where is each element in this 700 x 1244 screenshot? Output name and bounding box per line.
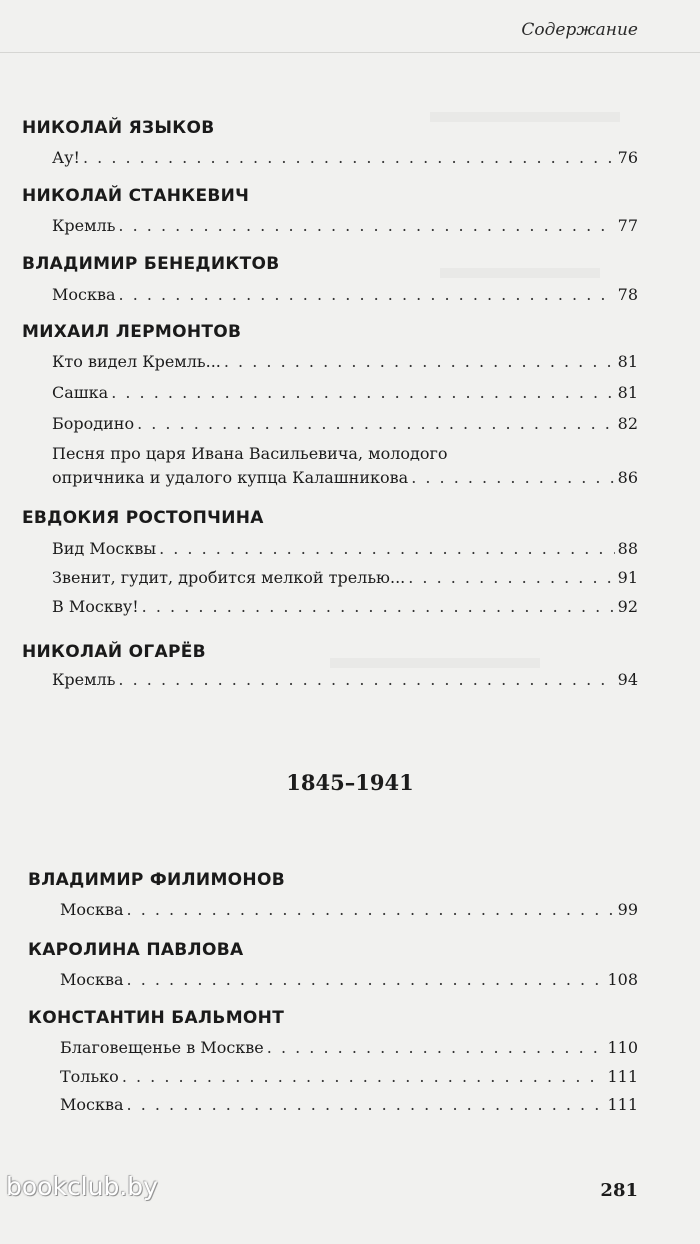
entry-page: 92 <box>617 597 638 616</box>
entry-title-line1: Песня про царя Ивана Васильевича, молодого <box>52 444 448 463</box>
entry-page: 110 <box>607 1038 638 1057</box>
entry-title: Ау! <box>52 148 80 167</box>
toc-entry[interactable] <box>52 285 638 304</box>
entry-title: Москва <box>60 970 124 989</box>
entry-page: 94 <box>617 670 638 689</box>
toc-entry[interactable] <box>52 597 638 616</box>
dot-leader <box>127 970 605 989</box>
toc-entry[interactable] <box>52 568 638 587</box>
entry-page: 78 <box>617 285 638 304</box>
author-heading: КОНСТАНТИН БАЛЬМОНТ <box>28 1008 285 1028</box>
toc-entry[interactable] <box>52 352 638 371</box>
author-heading: КАРОЛИНА ПАВЛОВА <box>28 940 244 960</box>
dot-leader <box>111 383 614 402</box>
entry-page: 111 <box>607 1095 638 1114</box>
author-heading: ВЛАДИМИР ФИЛИМОНОВ <box>28 870 285 890</box>
dot-leader <box>127 1095 605 1114</box>
toc-entry[interactable] <box>52 383 638 402</box>
dot-leader <box>411 468 614 487</box>
entry-title: Звенит, гудит, дробится мелкой трелью... <box>52 568 406 587</box>
toc-entry[interactable] <box>52 414 638 433</box>
dot-leader <box>83 148 615 167</box>
entry-title: Бородино <box>52 414 135 433</box>
author-heading: НИКОЛАЙ СТАНКЕВИЧ <box>22 186 250 206</box>
dot-leader <box>119 285 615 304</box>
entry-page: 86 <box>617 468 638 487</box>
entry-title: Кремль <box>52 216 116 235</box>
toc-entry[interactable] <box>60 1038 638 1057</box>
entry-title: опричника и удалого купца Калашникова <box>52 468 409 487</box>
entry-title: Только <box>60 1067 119 1086</box>
dot-leader <box>127 900 615 919</box>
author-heading: НИКОЛАЙ ОГАРЁВ <box>22 642 206 662</box>
entry-title: Москва <box>60 900 124 919</box>
dot-leader <box>137 414 615 433</box>
entry-title: Кто видел Кремль... <box>52 352 221 371</box>
entry-title: Сашка <box>52 383 109 402</box>
entry-title: Благовещенье в Москве <box>60 1038 264 1057</box>
entry-page: 82 <box>617 414 638 433</box>
watermark-logo: bookclub.by <box>6 1172 158 1201</box>
toc-entry[interactable] <box>60 970 638 989</box>
entry-title: Кремль <box>52 670 116 689</box>
entry-title: Москва <box>52 285 116 304</box>
entry-page: 77 <box>617 216 638 235</box>
entry-page: 108 <box>607 970 638 989</box>
entry-title: В Москву! <box>52 597 139 616</box>
entry-page: 81 <box>617 352 638 371</box>
dot-leader <box>408 568 614 587</box>
show-through <box>330 658 540 668</box>
author-heading: НИКОЛАЙ ЯЗЫКОВ <box>22 118 215 138</box>
entry-title: Москва <box>60 1095 124 1114</box>
period-heading: 1845–1941 <box>286 770 414 795</box>
dot-leader <box>118 216 614 235</box>
author-heading: ЕВДОКИЯ РОСТОПЧИНА <box>22 508 264 528</box>
dot-leader <box>142 597 615 616</box>
dot-leader <box>118 670 614 689</box>
entry-page: 91 <box>617 568 638 587</box>
page-number: 281 <box>600 1180 638 1201</box>
toc-entry[interactable] <box>52 539 638 558</box>
dot-leader <box>159 539 615 558</box>
toc-entry[interactable] <box>52 148 638 167</box>
toc-entry[interactable] <box>52 670 638 689</box>
toc-entry[interactable] <box>52 468 638 487</box>
entry-page: 111 <box>607 1067 638 1086</box>
entry-page: 81 <box>617 383 638 402</box>
toc-entry[interactable] <box>60 1095 638 1114</box>
dot-leader <box>122 1067 605 1086</box>
author-heading: МИХАИЛ ЛЕРМОНТОВ <box>22 322 242 342</box>
show-through <box>440 268 600 278</box>
toc-entry[interactable] <box>60 900 638 919</box>
dot-leader <box>224 352 615 371</box>
entry-page: 88 <box>617 539 638 558</box>
toc-entry[interactable] <box>60 1067 638 1086</box>
toc-entry[interactable] <box>52 216 638 235</box>
entry-title: Вид Москвы <box>52 539 157 558</box>
author-heading: ВЛАДИМИР БЕНЕДИКТОВ <box>22 254 280 274</box>
running-title: Содержание <box>521 20 638 40</box>
dot-leader <box>267 1038 605 1057</box>
show-through <box>430 112 620 122</box>
header-rule <box>0 52 700 53</box>
entry-page: 99 <box>617 900 638 919</box>
entry-page: 76 <box>617 148 638 167</box>
